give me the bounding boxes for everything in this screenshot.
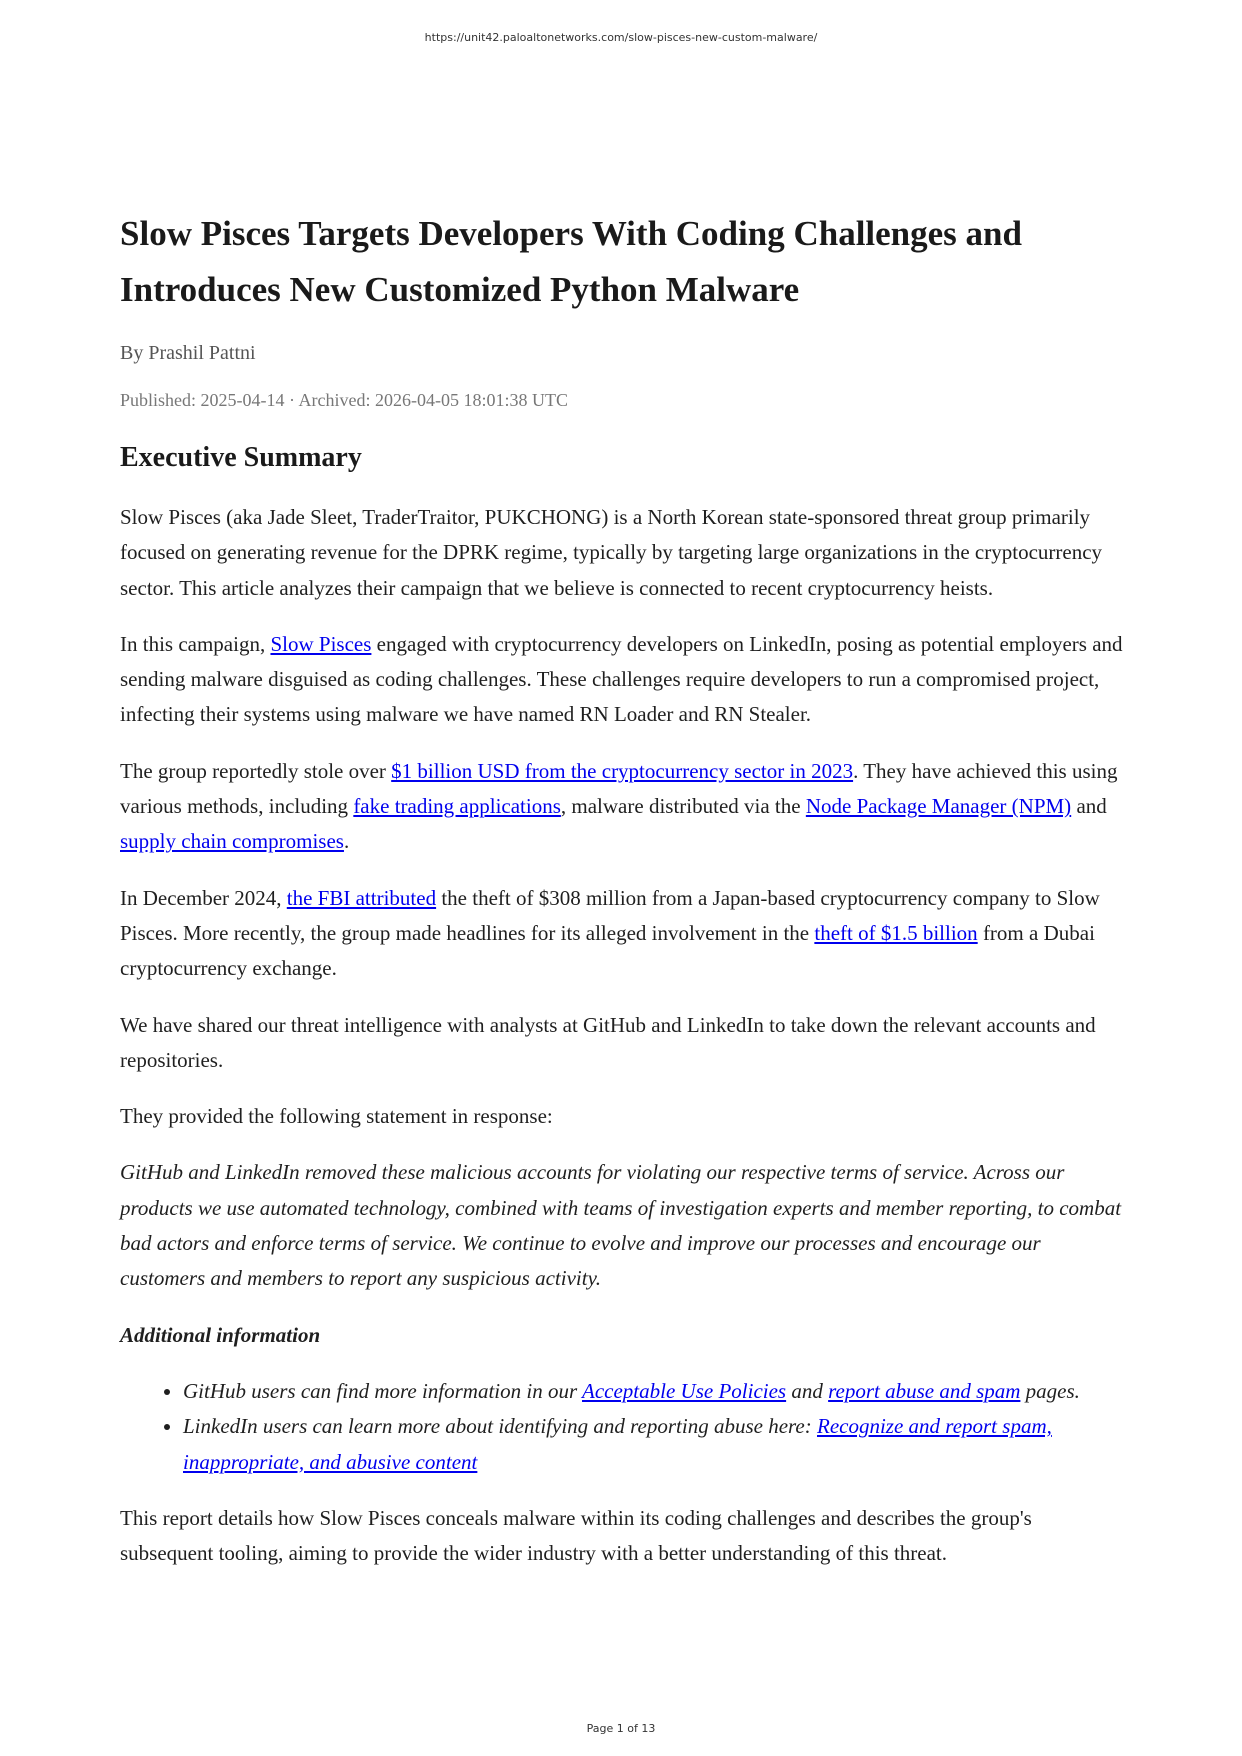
section-heading-executive-summary: Executive Summary [120, 442, 362, 473]
page-url-header: https://unit42.paloaltonetworks.com/slow-pisces-new-custom-malware/ [424, 31, 818, 44]
paragraph-methods: The group reportedly stole over $1 billion USD from the cryptocurrency sector in 2023. They have achieved this using various methods, including fake trading applications, malware distributed via the Node Package Manager (NPM) and supply chain compromises. [120, 758, 1118, 854]
page-number: Page 1 of 13 [586, 1722, 656, 1735]
statement-quote: GitHub and LinkedIn removed these malicious accounts for violating our respective terms of service. Across our products we use automated technology, combined with teams of investigation experts and member reporting, to combat bad actors and enforce terms of service. We continue to evolve and improve our processes and encourage our customers and members to report any suspicious activity. [120, 1160, 1122, 1291]
additional-info-list [120, 1374, 1126, 1480]
link-npm[interactable]: Node Package Manager (NPM) [805, 794, 1072, 819]
link-billion-usd[interactable]: $1 billion USD from the cryptocurrency sector in 2023 [391, 758, 854, 783]
link-theft-1-5-billion[interactable]: theft of $1.5 billion [814, 920, 978, 945]
paragraph-shared-intel: We have shared our threat intelligence with analysts at GitHub and LinkedIn to take down the relevant accounts and repositories. [120, 1012, 1096, 1072]
article-body [120, 206, 1126, 1571]
link-slow-pisces[interactable]: Slow Pisces [270, 631, 372, 656]
link-report-abuse-and-spam[interactable]: report abuse and spam [828, 1378, 1021, 1403]
list-item: • LinkedIn users can learn more about identifying and reporting abuse here: Recognize and report spam, inappropriate, and abusive content [183, 1409, 1126, 1480]
article-byline: By Prashil Pattni [120, 342, 256, 364]
list-item: • GitHub users can find more information in our Acceptable Use Policies and report abuse and spam pages. [183, 1374, 1126, 1409]
article-title: Slow Pisces Targets Developers With Coding Challenges and Introduces New Customized Python Malware [120, 214, 1022, 309]
paragraph-intro: Slow Pisces (aka Jade Sleet, TraderTraitor, PUKCHONG) is a North Korean state-sponsored threat group primarily focused on generating revenue for the DPRK regime, typically by targeting large organizations in the cryptocurrency sector. This article analyzes their campaign that we believe is connected to recent cryptocurrency heists. [120, 505, 1103, 600]
link-fbi-attributed[interactable]: the FBI attributed [286, 885, 437, 910]
link-supply-chain-compromises[interactable]: supply chain compromises [120, 829, 344, 854]
link-acceptable-use-policies[interactable]: Acceptable Use Policies [582, 1378, 787, 1403]
paragraph-fbi: In December 2024, the FBI attributed the theft of $308 million from a Japan-based cryptocurrency company to Slow Pisces. More recently, the group made headlines for its alleged involvement in the theft of $1.5 billion from a Dubai cryptocurrency exchange. [120, 885, 1100, 981]
article-meta: Published: 2025-04-14 · Archived: 2026-04-05 18:01:38 UTC [120, 390, 568, 410]
paragraph-statement-intro: They provided the following statement in response: [120, 1104, 553, 1129]
link-recognize-and-report-spam[interactable]: Recognize and report spam, inappropriate, and abusive content [183, 1414, 1052, 1474]
paragraph-campaign: In this campaign, Slow Pisces engaged with cryptocurrency developers on LinkedIn, posing as potential employers and sending malware disguised as coding challenges. These challenges require developers to run a compromised project, infecting their systems using malware we have named RN Loader and RN Stealer. [120, 631, 1123, 727]
paragraph-report-details: This report details how Slow Pisces conceals malware within its coding challenges and describes the group's subsequent tooling, aiming to provide the wider industry with a better understanding of this threat. [120, 1505, 1032, 1566]
link-fake-trading-applications[interactable]: fake trading applications [353, 794, 561, 819]
additional-information-heading: Additional information [120, 1322, 321, 1347]
